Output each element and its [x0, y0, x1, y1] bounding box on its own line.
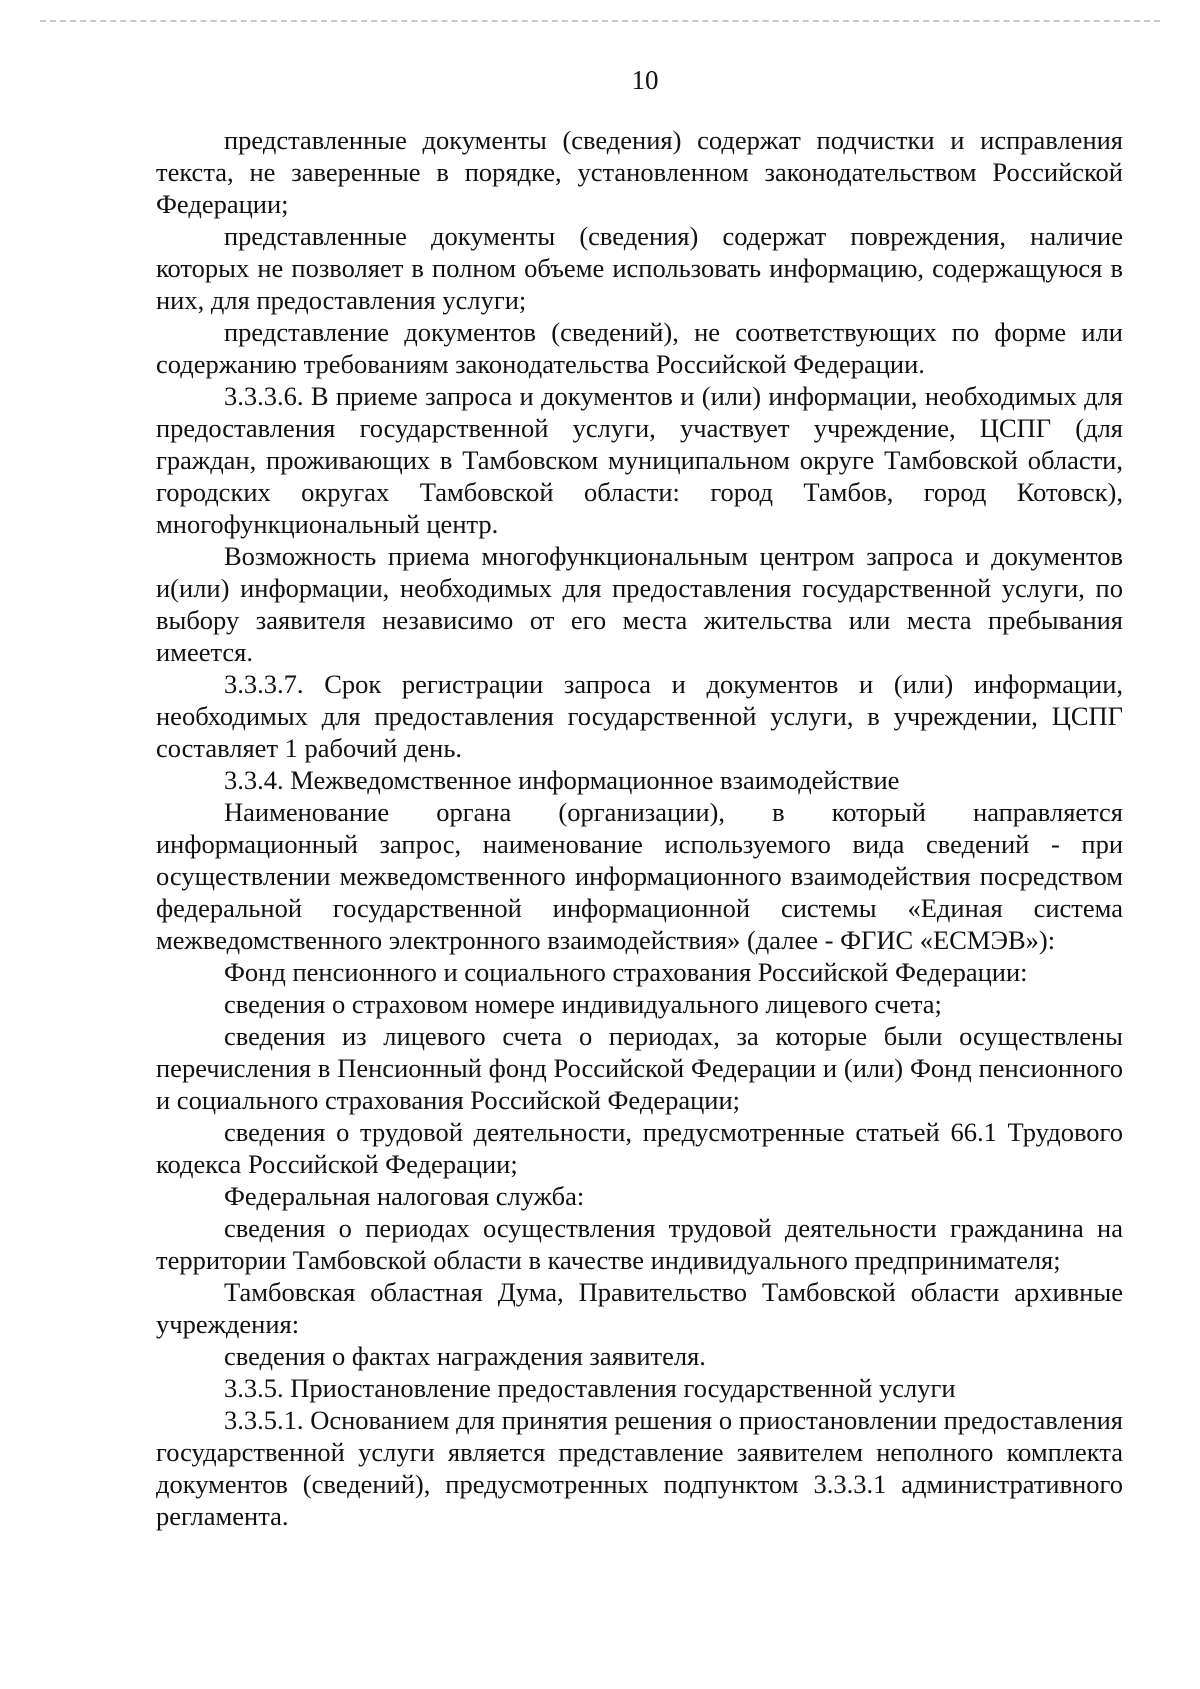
section-heading: 3.3.5. Приостановление предоставления государственной услуги: [224, 1373, 956, 1403]
paragraph: представленные документы (сведения) содержат подчистки и исправления текста, не заверенные в порядке, установленном законодательством Российской Федерации;: [156, 125, 1123, 219]
paragraph: представленные документы (сведения) содержат повреждения, наличие которых не позволяет в полном объеме использовать информацию, содержащуюся в них, для предоставления услуги;: [156, 221, 1123, 315]
paragraph: Фонд пенсионного и социального страхования Российской Федерации:: [224, 957, 1028, 987]
paragraph: представление документов (сведений), не соответствующих по форме или содержанию требованиям законодательства Российской Федерации.: [156, 317, 1123, 379]
paragraph: сведения о периодах осуществления трудовой деятельности гражданина на территории Тамбовской области в качестве индивидуального предпринимателя;: [156, 1213, 1123, 1275]
scan-artifact-line: [40, 20, 1160, 22]
paragraph: Тамбовская областная Дума, Правительство Тамбовской области архивные учреждения:: [156, 1277, 1123, 1339]
paragraph: сведения о трудовой деятельности, предусмотренные статьей 66.1 Трудового кодекса Российской Федерации;: [156, 1117, 1123, 1179]
paragraph: сведения о страховом номере индивидуального лицевого счета;: [224, 989, 942, 1019]
section-heading: 3.3.4. Межведомственное информационное взаимодействие: [224, 765, 900, 795]
paragraph: сведения из лицевого счета о периодах, за которые были осуществлены перечисления в Пенсионный фонд Российской Федерации и (или) Фонд пенсионного и социального страхования Российской Федерации;: [156, 1021, 1123, 1115]
paragraph: сведения о фактах награждения заявителя.: [224, 1341, 706, 1371]
paragraph: Наименование органа (организации), в который направляется информационный запрос, наименование используемого вида сведений - при осуществлении межведомственного информационного взаимодействия посредством федеральной государственной информационной системы «Единая система межведомственного электронного взаимодействия» (далее - ФГИС «ЕСМЭВ»):: [156, 797, 1123, 955]
paragraph: 3.3.3.7. Срок регистрации запроса и документов и (или) информации, необходимых для предоставления государственной услуги, в учреждении, ЦСПГ составляет 1 рабочий день.: [156, 669, 1123, 763]
paragraph: 3.3.3.6. В приеме запроса и документов и (или) информации, необходимых для предоставления государственной услуги, участвует учреждение, ЦСПГ (для граждан, проживающих в Тамбовском муниципальном округе Тамбовской области, городских округах Тамбовской области: город Тамбов, город Котовск), многофункциональный центр.: [156, 381, 1123, 539]
document-body: [156, 124, 1123, 1532]
paragraph: Возможность приема многофункциональным центром запроса и документов и(или) информации, необходимых для предоставления государственной услуги, по выбору заявителя независимо от его места жительства или места пребывания имеется.: [156, 541, 1123, 667]
paragraph: Федеральная налоговая служба:: [224, 1181, 585, 1211]
page-number: 10: [631, 65, 659, 95]
paragraph: 3.3.5.1. Основанием для принятия решения о приостановлении предоставления государственной услуги является представление заявителем неполного комплекта документов (сведений), предусмотренных подпунктом 3.3.3.1 административного регламента.: [156, 1405, 1123, 1531]
